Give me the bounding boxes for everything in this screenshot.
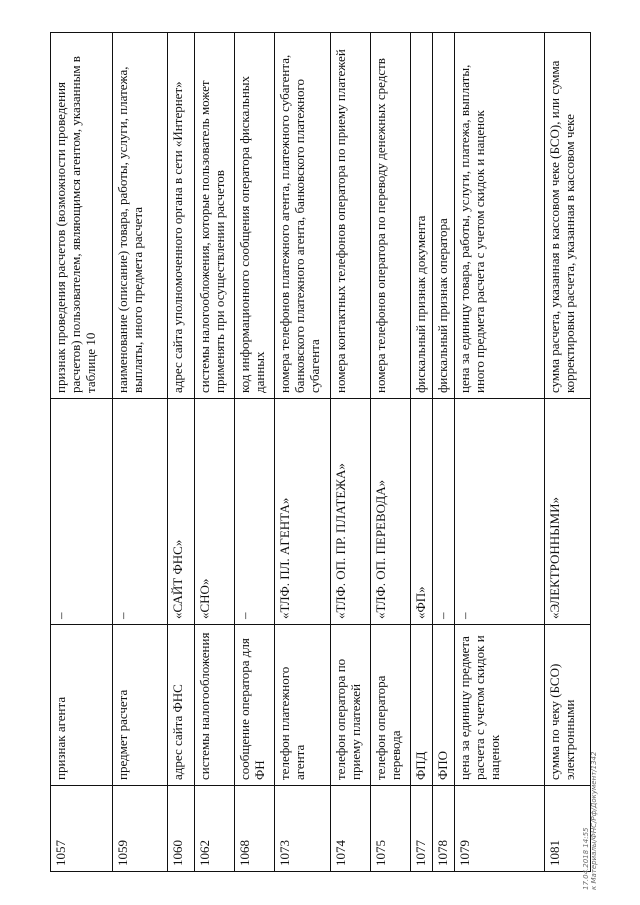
requisite-description: цена за единицу товара, работы, услуги, платежа, выплаты, иного предмета расчета с учетом скидок и наценок bbox=[455, 33, 545, 399]
table-row bbox=[371, 33, 411, 872]
requisite-code: 1078 bbox=[433, 786, 455, 872]
requisite-code: 1059 bbox=[113, 786, 168, 872]
table-row bbox=[235, 33, 275, 872]
print-tag: «ЭЛЕКТРОННЫМИ» bbox=[545, 399, 591, 625]
requisite-name: телефон платежного агента bbox=[275, 625, 331, 786]
requisite-description: номера телефонов оператора по переводу денежных средств bbox=[371, 33, 411, 399]
table-row bbox=[195, 33, 235, 872]
rotated-document-page bbox=[50, 32, 590, 872]
print-tag: «СНО» bbox=[195, 399, 235, 625]
requisite-description: код информационного сообщения оператора фискальных данных bbox=[235, 33, 275, 399]
requisite-description: сумма расчета, указанная в кассовом чеке (БСО), или сумма корректировки расчета, указанная в кассовом чеке bbox=[545, 33, 591, 399]
requisite-description: адрес сайта уполномоченного органа в сети «Интернет» bbox=[168, 33, 195, 399]
requisite-name: предмет расчета bbox=[113, 625, 168, 786]
requisite-code: 1068 bbox=[235, 786, 275, 872]
print-tag: «ТЛФ. ОП. ПР. ПЛАТЕЖА» bbox=[331, 399, 371, 625]
print-tag: «ТЛФ. ПЛ. АГЕНТА» bbox=[275, 399, 331, 625]
table-row bbox=[331, 33, 371, 872]
requisite-name: ФПО bbox=[433, 625, 455, 786]
requisite-description: номера контактных телефонов оператора по приему платежей bbox=[331, 33, 371, 399]
requisite-code: 1073 bbox=[275, 786, 331, 872]
requisite-code: 1060 bbox=[168, 786, 195, 872]
requisite-name: адрес сайта ФНС bbox=[168, 625, 195, 786]
requisite-code: 1075 bbox=[371, 786, 411, 872]
print-tag: «ФП» bbox=[411, 399, 433, 625]
requisite-code: 1079 bbox=[455, 786, 545, 872]
requisite-code: 1074 bbox=[331, 786, 371, 872]
requisite-description: признак проведения расчетов (возможности проведения расчетов) пользователем, являющимся агентом, указанным в таблице 10 bbox=[51, 33, 113, 399]
table-row bbox=[51, 33, 113, 872]
requisite-code: 1077 bbox=[411, 786, 433, 872]
margin-note bbox=[582, 630, 598, 890]
requisite-name: телефон оператора по приему платежей bbox=[331, 625, 371, 786]
margin-note-path: к Материалы/ФНС/Рф/Документ/1342 bbox=[590, 751, 598, 890]
table-body bbox=[51, 33, 591, 872]
requisite-description: номера телефонов платежного агента, платежного субагента, банковского платежного агента, банковского платежного субагента bbox=[275, 33, 331, 399]
requisite-description: системы налогообложения, которые пользователь может применять при осуществлении расчетов bbox=[195, 33, 235, 399]
print-tag: «ТЛФ. ОП. ПЕРЕВОДА» bbox=[371, 399, 411, 625]
print-tag: «САЙТ ФНС» bbox=[168, 399, 195, 625]
table-row bbox=[455, 33, 545, 872]
print-tag: – bbox=[433, 399, 455, 625]
requisite-name: сумма по чеку (БСО) электронными bbox=[545, 625, 591, 786]
fiscal-requisites-table bbox=[50, 32, 591, 872]
table-row bbox=[275, 33, 331, 872]
table-row bbox=[411, 33, 433, 872]
table-row bbox=[113, 33, 168, 872]
requisite-name: сообщение оператора для ФН bbox=[235, 625, 275, 786]
requisite-name: системы налогообложения bbox=[195, 625, 235, 786]
requisite-description: наименование (описание) товара, работы, услуги, платежа, выплаты, иного предмета расчета bbox=[113, 33, 168, 399]
requisite-name: ФПД bbox=[411, 625, 433, 786]
print-tag: – bbox=[113, 399, 168, 625]
requisite-name: телефон оператора перевода bbox=[371, 625, 411, 786]
print-tag: – bbox=[455, 399, 545, 625]
print-tag: – bbox=[51, 399, 113, 625]
requisite-name: признак агента bbox=[51, 625, 113, 786]
table-row bbox=[433, 33, 455, 872]
table-row bbox=[168, 33, 195, 872]
requisite-code: 1057 bbox=[51, 786, 113, 872]
requisite-description: фискальный признак оператора bbox=[433, 33, 455, 399]
requisite-code: 1062 bbox=[195, 786, 235, 872]
margin-note-date: 17.04.2018 14:55 bbox=[582, 827, 590, 890]
print-tag: – bbox=[235, 399, 275, 625]
requisite-name: цена за единицу предмета расчета с учетом скидок и наценок bbox=[455, 625, 545, 786]
requisite-description: фискальный признак документа bbox=[411, 33, 433, 399]
requisite-code: 1081 bbox=[545, 786, 591, 872]
